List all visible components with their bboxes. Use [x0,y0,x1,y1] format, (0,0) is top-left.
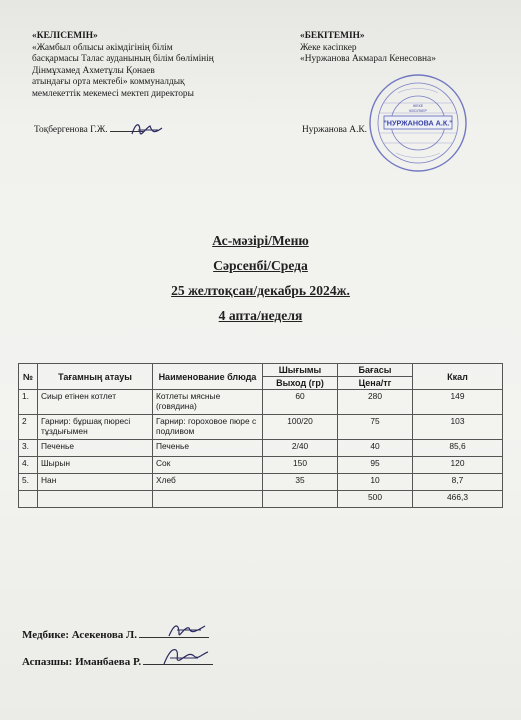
row-price: 75 [338,415,413,440]
row-name-ru: Сок [153,457,263,474]
row-name-kz: Шырын [38,457,153,474]
agreed-line: «Жамбыл облысы әкімдігінің білім [32,42,173,53]
table-row [19,415,503,440]
row-price: 95 [338,457,413,474]
total-price: 500 [338,491,413,508]
row-yield: 2/40 [263,440,338,457]
row-name-kz: Печенье [38,440,153,457]
table-row [19,440,503,457]
row-kcal: 103 [413,415,503,440]
stamp-inner-line: ЖЕКЕ [412,104,424,108]
entrepreneur-signature-line [302,125,367,135]
header-price-kz: Бағасы [338,364,413,377]
row-yield: 60 [263,390,338,415]
entrepreneur-stamp [368,73,468,173]
row-name-ru: Печенье [153,440,263,457]
stamp-center-text: "НУРЖАНОВА А.К." [383,118,453,128]
row-num: 5. [19,474,38,491]
nurse-label: Медбике: Асекенова Л. [22,629,137,641]
menu-title: Ас-мәзірі/Меню [212,233,309,248]
row-kcal: 120 [413,457,503,474]
agreed-line: басқармасы Талас ауданының білім бөлімінің [32,54,214,64]
director-name: Тоқбергенова Г.Ж. [34,125,108,135]
entrepreneur-name: Нуржанова А.К. [302,125,368,135]
row-num: 1. [19,390,38,415]
header-name-ru: Наименование блюда [153,364,263,390]
row-price: 10 [338,474,413,491]
row-kcal: 149 [413,390,503,415]
row-name-kz: Гарнир: бұршақ пюресі тұздығымен [38,415,153,440]
approved-line: Жеке кәсіпкер [300,42,357,53]
nurse-signature [165,618,213,642]
row-name-ru: Котлеты мясные (говядина) [153,390,263,415]
menu-titles [0,228,521,328]
row-num: 4. [19,457,38,474]
approved-line: «Нуржанова Акмарал Кенесовна» [300,54,436,64]
header-name-kz: Тағамның атауы [38,364,153,390]
header-kcal: Ккал [413,364,503,390]
header-yield-ru: Выход (гр) [263,377,338,390]
row-num: 2 [19,415,38,440]
approved-header: «БЕКІТЕМІН» [300,31,365,41]
row-price: 280 [338,390,413,415]
header-num: № [19,364,38,390]
total-empty [38,491,153,508]
menu-day: Сәрсенбі/Среда [213,258,308,273]
director-signature [128,118,168,140]
row-name-kz: Нан [38,474,153,491]
menu-table [18,363,503,508]
agreed-block [32,31,262,100]
agreed-line: атындағы орта мектебі» коммуналдық [32,77,185,87]
row-yield: 100/20 [263,415,338,440]
cook-signature [160,644,212,668]
row-name-ru: Гарнир: гороховое пюре с подливом [153,415,263,440]
table-row [19,457,503,474]
header-yield-kz: Шығымы [263,364,338,377]
row-name-ru: Хлеб [153,474,263,491]
total-empty [263,491,338,508]
total-row [19,491,503,508]
cook-label: Аспазшы: Иманбаева Р. [22,656,142,668]
table-row [19,474,503,491]
agreed-header: «КЕЛІСЕМІН» [32,31,98,41]
total-kcal: 466,3 [413,491,503,508]
stamp-inner-line: КӘСІПКЕР [409,109,427,113]
row-num: 3. [19,440,38,457]
row-kcal: 85,6 [413,440,503,457]
total-empty [19,491,38,508]
agreed-line: Дінмұхамед Ахметұлы Қонаев [32,65,155,76]
row-kcal: 8,7 [413,474,503,491]
header-price-ru: Цена/тг [338,377,413,390]
menu-date: 25 желтоқсан/декабрь 2024ж. [171,283,350,298]
total-empty [153,491,263,508]
agreed-line: мемлекеттік мекемесі мектеп директоры [32,88,194,99]
row-name-kz: Сиыр етінен котлет [38,390,153,415]
row-price: 40 [338,440,413,457]
menu-week: 4 апта/неделя [218,308,303,323]
row-yield: 35 [263,474,338,491]
row-yield: 150 [263,457,338,474]
approved-block [300,31,500,66]
table-row [19,390,503,415]
